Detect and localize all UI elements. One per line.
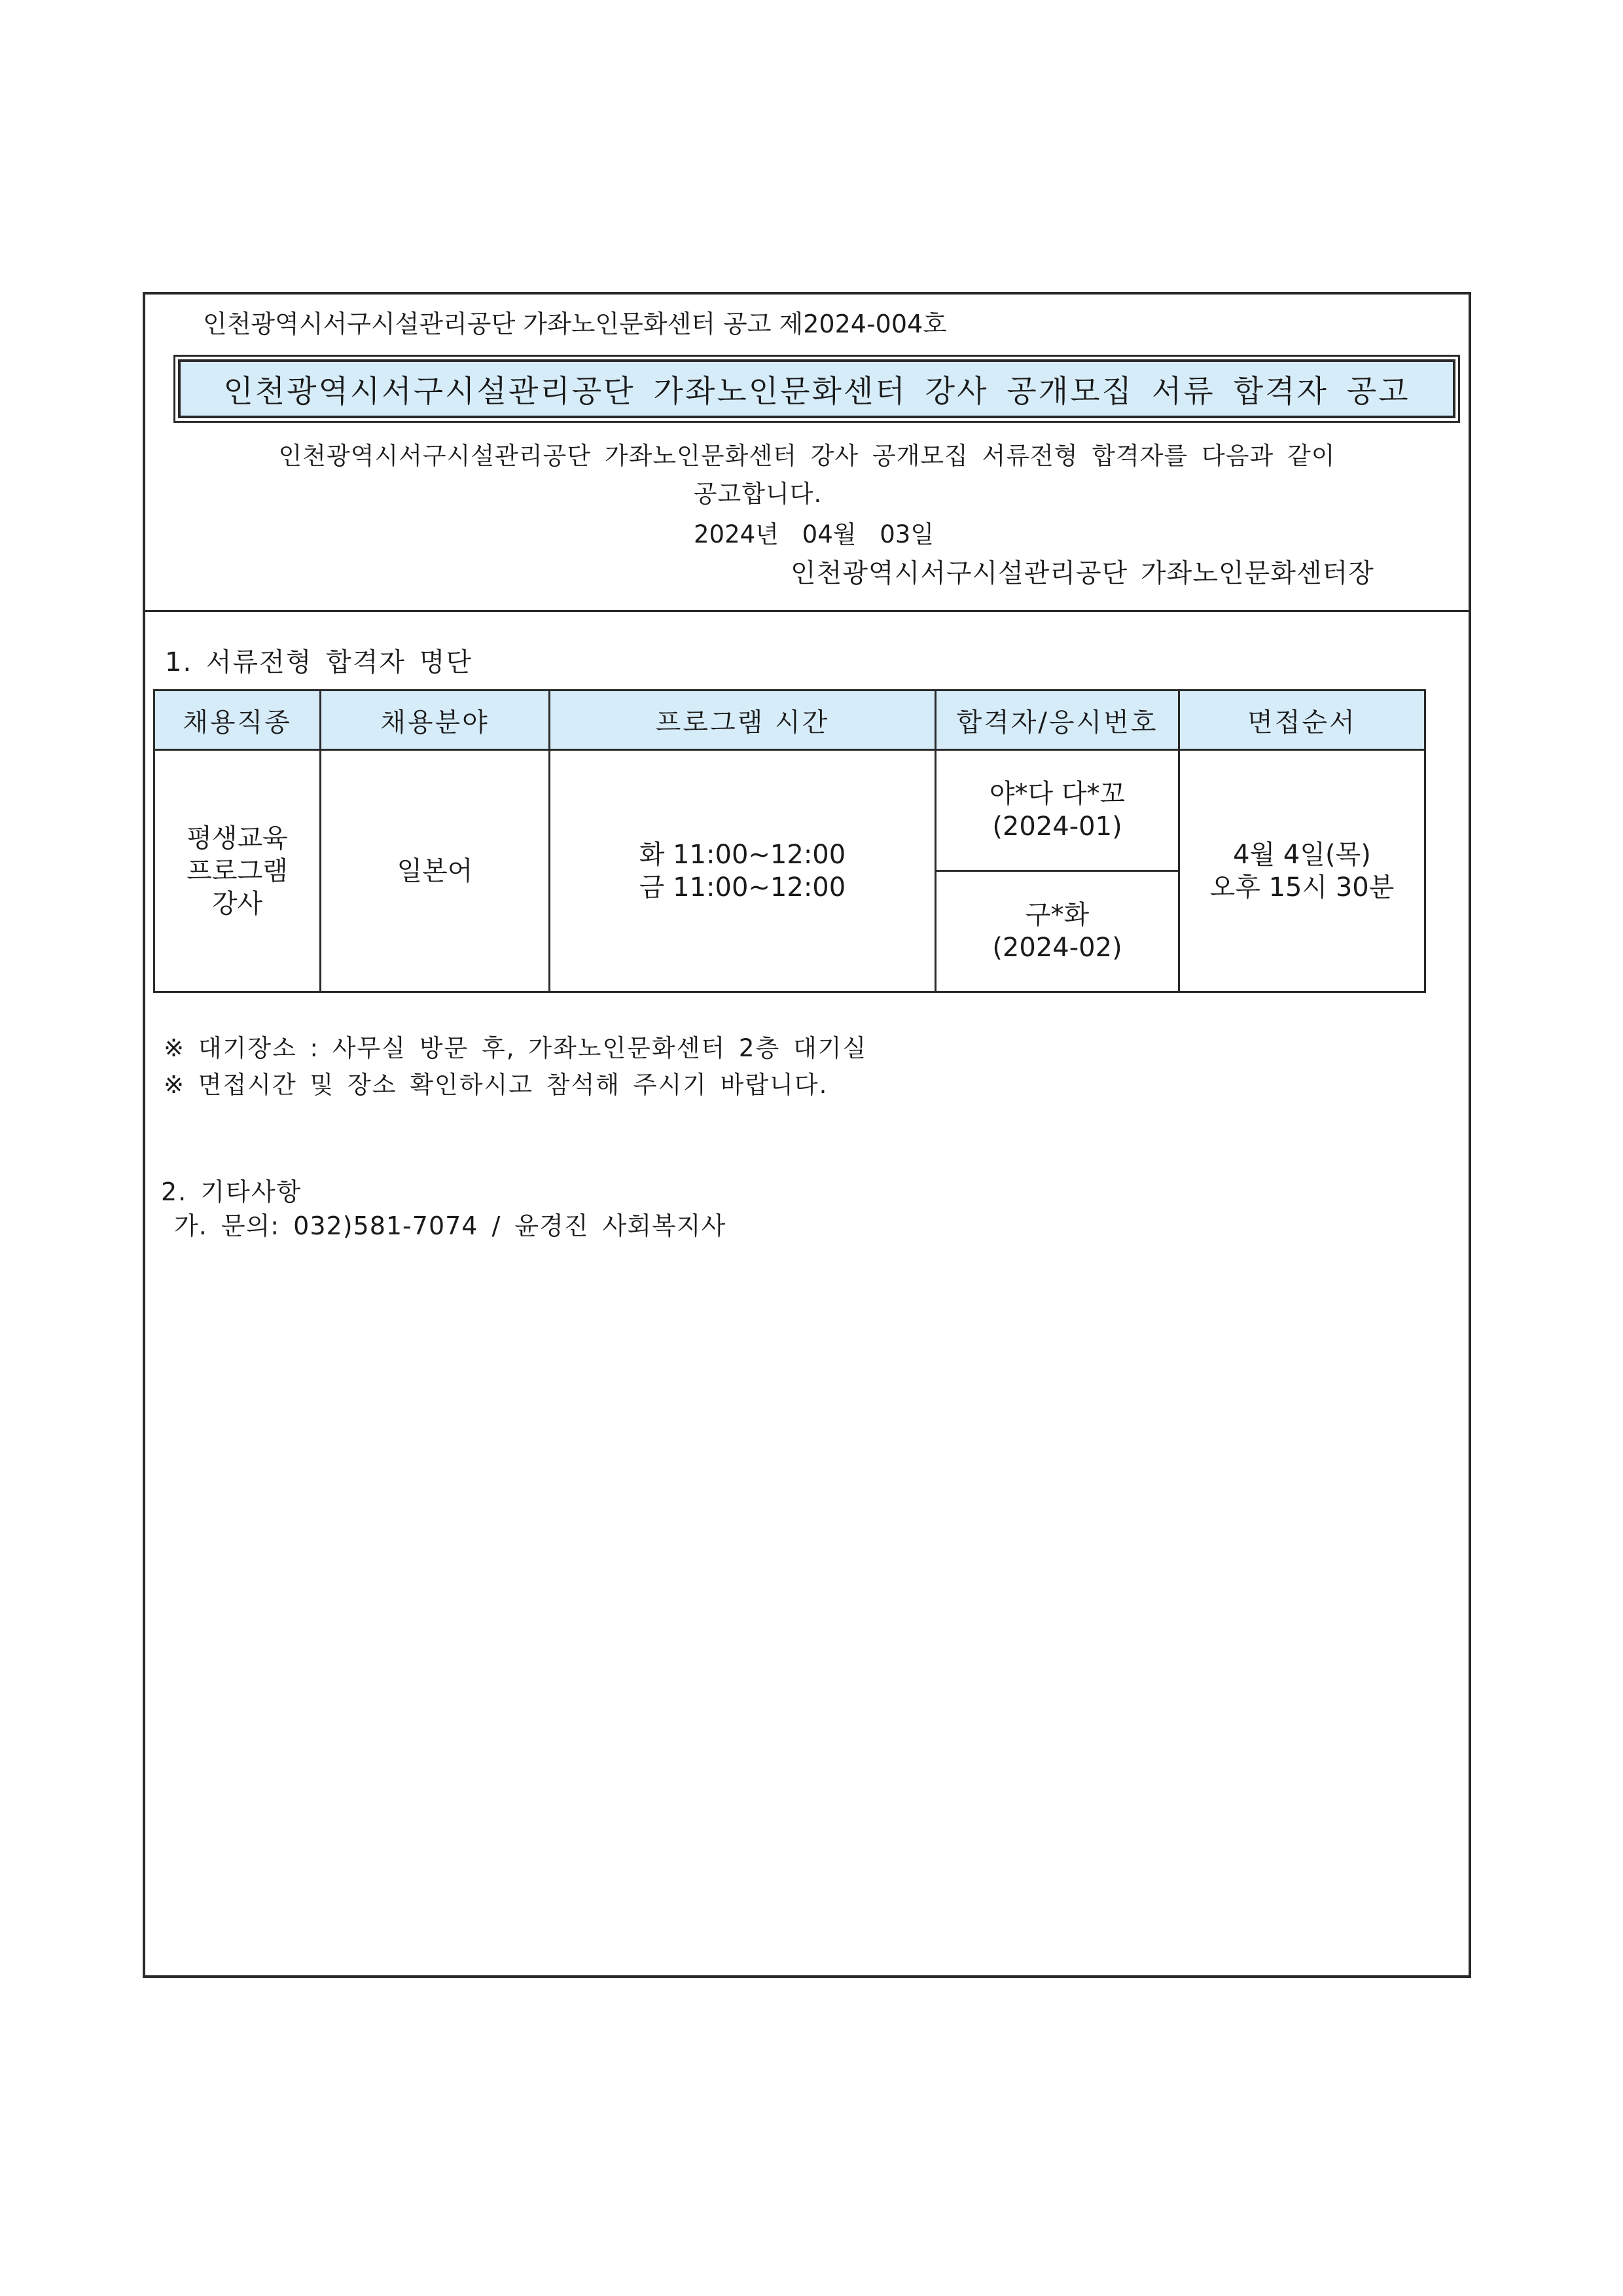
- header-divider: [145, 610, 1469, 612]
- field-cell: 일본어: [321, 750, 550, 992]
- intro-line-1: 인천광역시서구시설관리공단 가좌노인문화센터 강사 공개모집 서류전형 합격자를 다음과 같이: [278, 442, 1336, 470]
- job-type-line: 강사: [211, 888, 263, 919]
- interview-line: 오후 15시 30분: [1209, 872, 1395, 903]
- section-2-title: 2. 기타사항: [161, 1177, 302, 1206]
- program-time-line: 금 11:00~12:00: [639, 872, 846, 903]
- column-header: 프로그램 시간: [550, 691, 936, 750]
- candidate-number: (2024-02): [992, 933, 1122, 963]
- notice-number: 인천광역시서구시설관리공단 가좌노인문화센터 공고 제2024-004호: [203, 310, 947, 338]
- notice-title: 인천광역시서구시설관리공단 가좌노인문화센터 강사 공개모집 서류 합격자 공고: [178, 359, 1455, 418]
- candidate-name: 구*화: [1025, 900, 1090, 930]
- column-header: 채용직종: [154, 691, 321, 750]
- intro-line-2: 공고합니다.: [693, 480, 823, 508]
- job-type-line: 평생교육: [187, 823, 288, 853]
- contact-info: 가. 문의: 032)581-7074 / 윤경진 사회복지사: [174, 1211, 726, 1240]
- note-item: ※ 대기장소 : 사무실 방문 후, 가좌노인문화센터 2층 대기실: [164, 1034, 868, 1062]
- column-header: 면접순서: [1179, 691, 1425, 750]
- program-time-line: 화 11:00~12:00: [639, 839, 846, 870]
- note-item: ※ 면접시간 및 장소 확인하시고 참석해 주시기 바랍니다.: [164, 1071, 829, 1099]
- candidate-cell: [936, 871, 1179, 992]
- job-type-line: 프로그램: [187, 855, 288, 886]
- interview-cell: [1179, 750, 1425, 992]
- program-time-cell: [550, 750, 936, 992]
- candidate-number: (2024-01): [992, 812, 1122, 842]
- notes: [164, 1030, 867, 1103]
- column-header: 채용분야: [321, 691, 550, 750]
- table-row: [154, 750, 1425, 871]
- interview-line: 4월 4일(목): [1233, 839, 1371, 870]
- table-header-row: [154, 691, 1425, 750]
- candidate-name: 야*다 다*꼬: [989, 779, 1126, 809]
- notice-frame: [143, 292, 1471, 1978]
- intro-text: [145, 437, 1469, 513]
- job-type-cell: [154, 750, 321, 992]
- issuer: 인천광역시서구시설관리공단 가좌노인문화센터장: [791, 558, 1374, 588]
- candidate-cell: [936, 750, 1179, 871]
- results-table: [153, 689, 1426, 993]
- section-1-title: 1. 서류전형 합격자 명단: [165, 647, 473, 677]
- notice-date: 2024년 04월 03일: [694, 520, 935, 548]
- column-header: 합격자/응시번호: [936, 691, 1179, 750]
